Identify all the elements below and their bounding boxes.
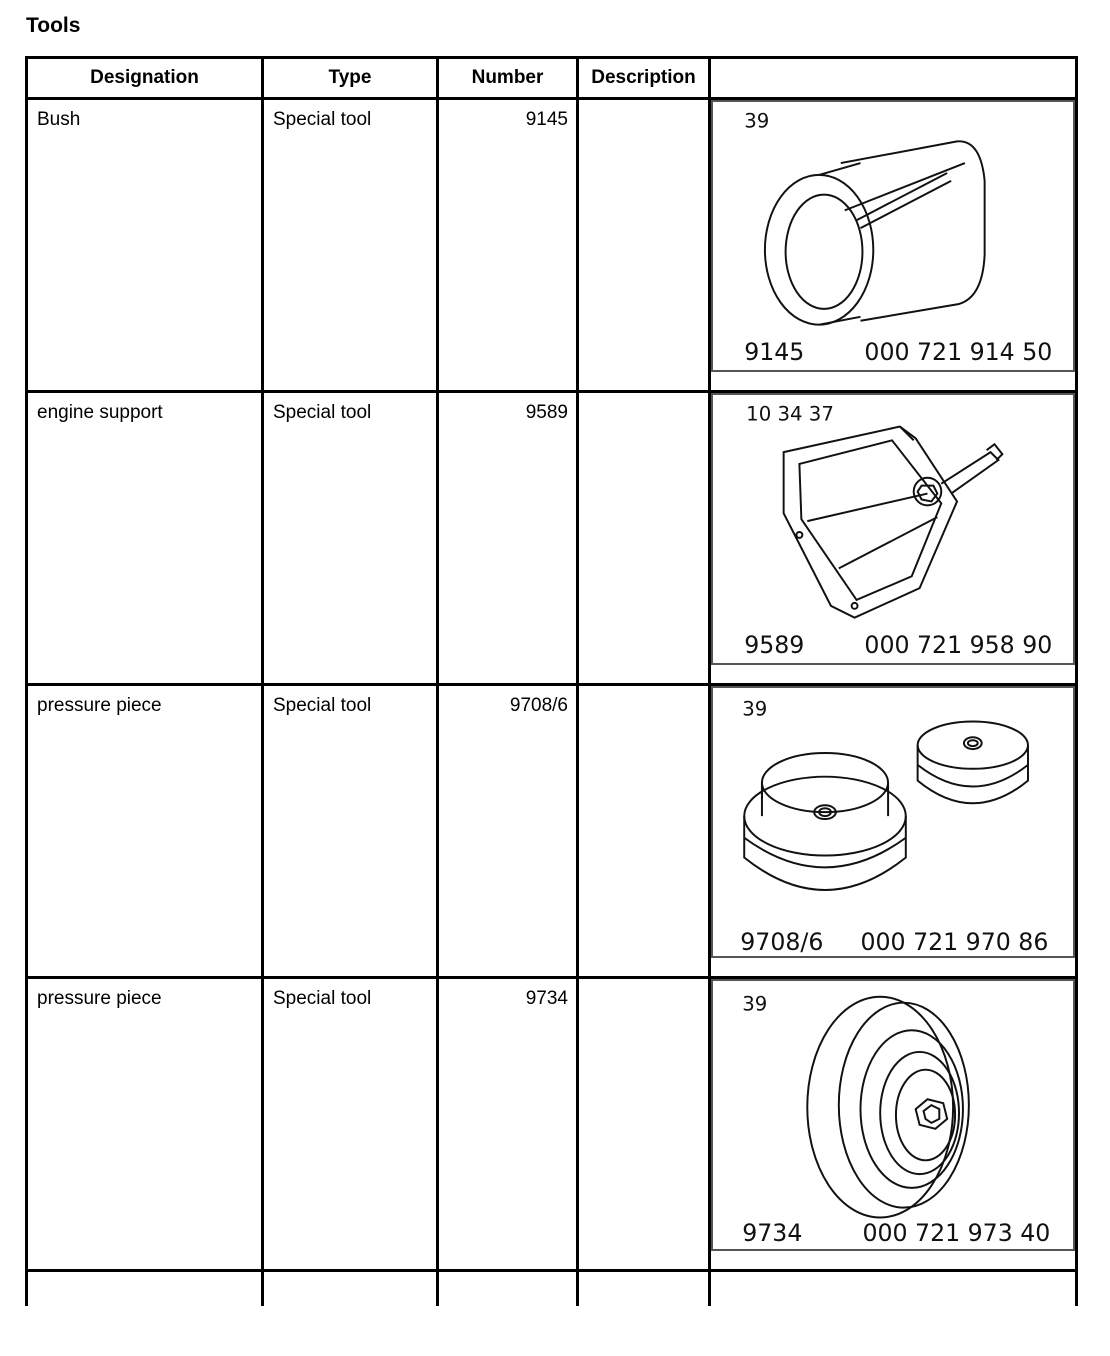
svg-text:000 721 958 90: 000 721 958 90: [864, 631, 1053, 660]
table-row: [27, 392, 1077, 685]
svg-text:39: 39: [742, 992, 768, 1016]
empty-cell: [27, 1271, 263, 1307]
table-row: [27, 99, 1077, 392]
svg-text:9708/6: 9708/6: [740, 928, 824, 956]
empty-cell: [263, 1271, 438, 1307]
designation-cell: pressure piece: [27, 685, 263, 978]
col-description: Description: [578, 58, 710, 99]
type-cell: Special tool: [263, 99, 438, 392]
col-designation: Designation: [27, 58, 263, 99]
header-row: [27, 58, 1077, 99]
number-cell: 9734: [438, 978, 578, 1271]
type-cell: Special tool: [263, 392, 438, 685]
svg-text:9145: 9145: [744, 338, 805, 367]
empty-cell: [438, 1271, 578, 1307]
image-cell: [710, 978, 1077, 1271]
col-type: Type: [263, 58, 438, 99]
designation-cell: pressure piece: [27, 978, 263, 1271]
designation-cell: Bush: [27, 99, 263, 392]
svg-text:000 721 973 40: 000 721 973 40: [862, 1219, 1051, 1248]
page-title: Tools: [26, 14, 81, 37]
empty-cell: [578, 1271, 710, 1307]
tool-illustration: [711, 393, 1075, 665]
number-cell: 9145: [438, 99, 578, 392]
svg-text:9734: 9734: [742, 1219, 803, 1248]
col-number: Number: [438, 58, 578, 99]
table-row: [27, 685, 1077, 978]
designation-cell: engine support: [27, 392, 263, 685]
svg-text:000 721 970 86: 000 721 970 86: [860, 928, 1049, 956]
col-image: [710, 58, 1077, 99]
image-cell: [710, 99, 1077, 392]
empty-cell: [710, 1271, 1077, 1307]
svg-text:39: 39: [744, 109, 770, 133]
pressure-piece-icon: [713, 688, 1073, 956]
empty-row: [27, 1271, 1077, 1307]
image-cell: [710, 392, 1077, 685]
number-cell: 9589: [438, 392, 578, 685]
type-cell: Special tool: [263, 685, 438, 978]
description-cell: [578, 685, 710, 978]
description-cell: [578, 99, 710, 392]
bush-tool-icon: [713, 102, 1073, 370]
description-cell: [578, 392, 710, 685]
tool-illustration: [711, 979, 1075, 1251]
tools-table: [25, 56, 1078, 1306]
image-cell: [710, 685, 1077, 978]
pressure-disc-icon: [713, 981, 1073, 1249]
svg-text:9589: 9589: [744, 631, 805, 660]
type-cell: Special tool: [263, 978, 438, 1271]
svg-text:39: 39: [742, 697, 768, 721]
svg-text:000 721 914 50: 000 721 914 50: [864, 338, 1053, 367]
tool-illustration: [711, 100, 1075, 372]
engine-support-icon: [713, 395, 1073, 663]
tool-illustration: [711, 686, 1075, 958]
number-cell: 9708/6: [438, 685, 578, 978]
description-cell: [578, 978, 710, 1271]
table-row: [27, 978, 1077, 1271]
svg-text:10 34 37: 10 34 37: [746, 402, 834, 426]
